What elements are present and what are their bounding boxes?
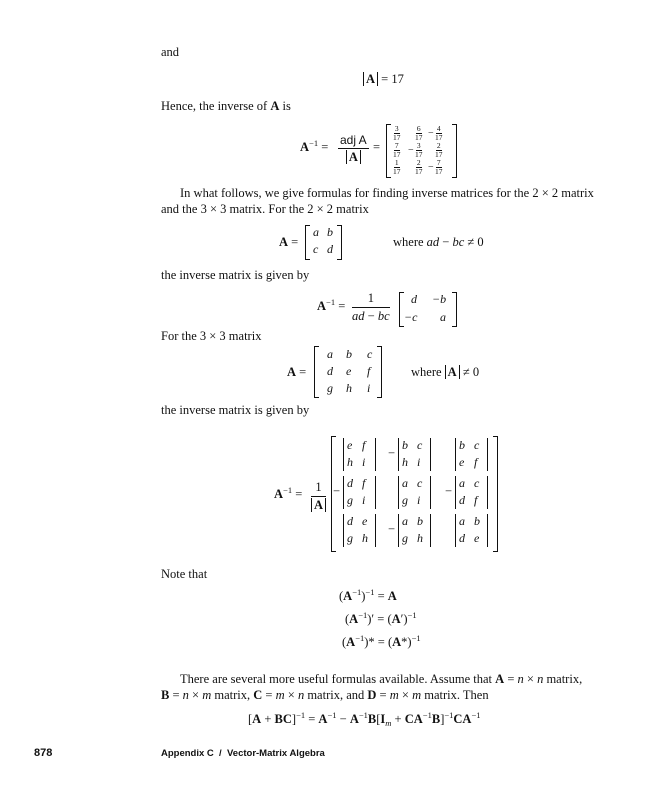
minus-sign: −: [408, 145, 414, 156]
minor-entry: a: [459, 476, 465, 490]
minor-entry: c: [474, 476, 480, 490]
minor-entry: g: [347, 493, 353, 507]
minor-entry: i: [362, 493, 366, 507]
determinant-equation: A = 17: [363, 72, 404, 87]
matrix-3x3-cell: d: [327, 364, 333, 378]
minor-entry: h: [347, 455, 353, 469]
inverse-lhs: $A^{-1}$ =: [300, 138, 329, 154]
identity-inverse-inverse: $(A^{-1})^{-1} = A$: [339, 587, 397, 603]
text-note-that: Note that: [161, 567, 208, 581]
minor-entry: a: [402, 514, 408, 528]
paragraph-1-line-1: In what follows, we give formulas for finding inverse matrices for the 2 × 2 matrix: [180, 186, 594, 200]
condition-3x3: where A ≠ 0: [411, 365, 480, 379]
minor-entry: c: [417, 476, 423, 490]
minor-entry: d: [459, 493, 465, 507]
minor-entry: f: [474, 455, 478, 469]
matrix-2x2-cell: c: [313, 242, 319, 256]
inverse-matrix-entry: 3 17: [415, 141, 423, 159]
matrix-3x3-cell: g: [327, 381, 333, 395]
matrix-2x2-cell: a: [313, 225, 319, 239]
matrix-3x3-cell: a: [327, 347, 333, 361]
minor-entry: f: [362, 438, 366, 452]
minor-entry: c: [417, 438, 423, 452]
minor-entry: b: [417, 514, 423, 528]
inverse-matrix-entry: 7 17: [393, 141, 401, 159]
text-and: and: [161, 45, 180, 59]
matrix-2x2-adj-cell: a: [440, 310, 446, 324]
page-number: 878: [34, 747, 53, 759]
cofactor-minus-sign: −: [445, 484, 453, 498]
inverse-matrix-entry: 1 17: [393, 158, 401, 176]
minor-entry: g: [402, 531, 408, 545]
minus-sign: −: [428, 128, 434, 139]
paragraph-1-line-2: and the 3 × 3 matrix. For the 2 × 2 matrix: [161, 202, 369, 216]
minor-entry: c: [474, 438, 480, 452]
scalar-fraction-2x2: 1 ad − bc: [352, 291, 390, 323]
matrix-2x2-lhs: A =: [279, 235, 299, 249]
text-inverse-given-2: the inverse matrix is given by: [161, 403, 310, 417]
bracket-2x2-left: [305, 225, 310, 260]
woodbury-formula: $[A + BC]^{-1} = A^{-1} - A^{-1}B[I_m + CA^{-1}B]^{-1}CA^{-1}$: [248, 710, 481, 728]
cofactor-bracket-right: [493, 436, 498, 552]
adj-fraction: adj A A: [340, 133, 367, 164]
bracket-3x3-right: [377, 346, 382, 398]
minor-entry: h: [362, 531, 368, 545]
condition-2x2: where ad − bc ≠ 0: [393, 235, 484, 249]
inverse-matrix-entry: 6 17: [415, 124, 423, 142]
matrix-3x3-cell: c: [367, 347, 373, 361]
minor-entry: i: [417, 493, 421, 507]
cofactor-scalar-fraction: 1 A: [311, 480, 326, 513]
bracket-2x2-inv-right: [452, 292, 457, 327]
bracket-2x2-right: [337, 225, 342, 260]
matrix-2x2-cell: b: [327, 225, 333, 239]
cofactor-inverse-lhs: $A^{-1}$ =: [274, 485, 303, 501]
paragraph-2-line-2: B = n × m matrix, C = m × n matrix, and D = m × m matrix. Then: [161, 688, 489, 702]
minor-entry: b: [402, 438, 408, 452]
minor-entry: e: [347, 438, 353, 452]
equals-sign: =: [373, 140, 381, 154]
minor-entry: d: [347, 476, 353, 490]
inverse-matrix-entry: 3 17: [393, 124, 401, 142]
minor-entry: f: [362, 476, 366, 490]
minus-sign: −: [428, 162, 434, 173]
inverse-matrix-entry: 2 17: [415, 158, 423, 176]
matrix-3x3-lhs: A =: [287, 365, 307, 379]
matrix-3x3-cell: h: [346, 381, 352, 395]
minor-entry: g: [402, 493, 408, 507]
identity-inverse-conjugate: $(A^{-1})* = (A*)^{-1}$: [342, 633, 421, 649]
inverse-matrix-entry: 4 17: [435, 124, 443, 142]
minor-entry: h: [402, 455, 408, 469]
matrix-3x3-cell: i: [367, 381, 371, 395]
determinant-value: 17: [391, 72, 404, 86]
minor-entry: e: [459, 455, 465, 469]
matrix-2x2-cell: d: [327, 242, 333, 256]
running-title: Appendix C / Vector-Matrix Algebra: [161, 748, 325, 759]
minor-entry: b: [474, 514, 480, 528]
minor-entry: e: [362, 514, 368, 528]
minor-entry: i: [417, 455, 421, 469]
inverse-matrix-entry: 7 17: [435, 158, 443, 176]
minor-entry: b: [459, 438, 465, 452]
matrix-3x3-cell: b: [346, 347, 352, 361]
minor-entry: h: [417, 531, 423, 545]
paragraph-2-line-1: There are several more useful formulas available. Assume that A = n × n matrix,: [180, 672, 583, 686]
identity-inverse-transpose: $(A^{-1})' = (A')^{-1}$: [345, 610, 417, 626]
minor-entry: i: [362, 455, 366, 469]
matrix-3x3-cell: e: [346, 364, 352, 378]
minor-entry: a: [459, 514, 465, 528]
text-hence: Hence, the inverse of A is: [161, 99, 291, 113]
minor-entry: g: [347, 531, 353, 545]
matrix-bracket-right: [452, 124, 457, 178]
cofactor-minus-sign: −: [333, 484, 341, 498]
matrix-2x2-adj-cell: d: [411, 292, 417, 306]
cofactor-minus-sign: −: [388, 522, 396, 536]
minor-entry: a: [402, 476, 408, 490]
text-inverse-given-1: the inverse matrix is given by: [161, 268, 310, 282]
minor-entry: e: [474, 531, 480, 545]
minor-entry: f: [474, 493, 478, 507]
cofactor-minus-sign: −: [388, 446, 396, 460]
matrix-2x2-adj-cell: −c: [404, 310, 418, 324]
matrix-bracket-left: [386, 124, 391, 178]
minor-entry: d: [347, 514, 353, 528]
inverse-matrix-entry: 2 17: [435, 141, 443, 159]
matrix-2x2-adj-cell: −b: [432, 292, 447, 306]
matrix-3x3-cell: f: [367, 364, 371, 378]
text-for-3x3: For the 3 × 3 matrix: [161, 329, 262, 343]
bracket-3x3-left: [314, 346, 319, 398]
inverse-2x2-lhs: $A^{-1}$ =: [317, 297, 346, 313]
minor-entry: d: [459, 531, 465, 545]
